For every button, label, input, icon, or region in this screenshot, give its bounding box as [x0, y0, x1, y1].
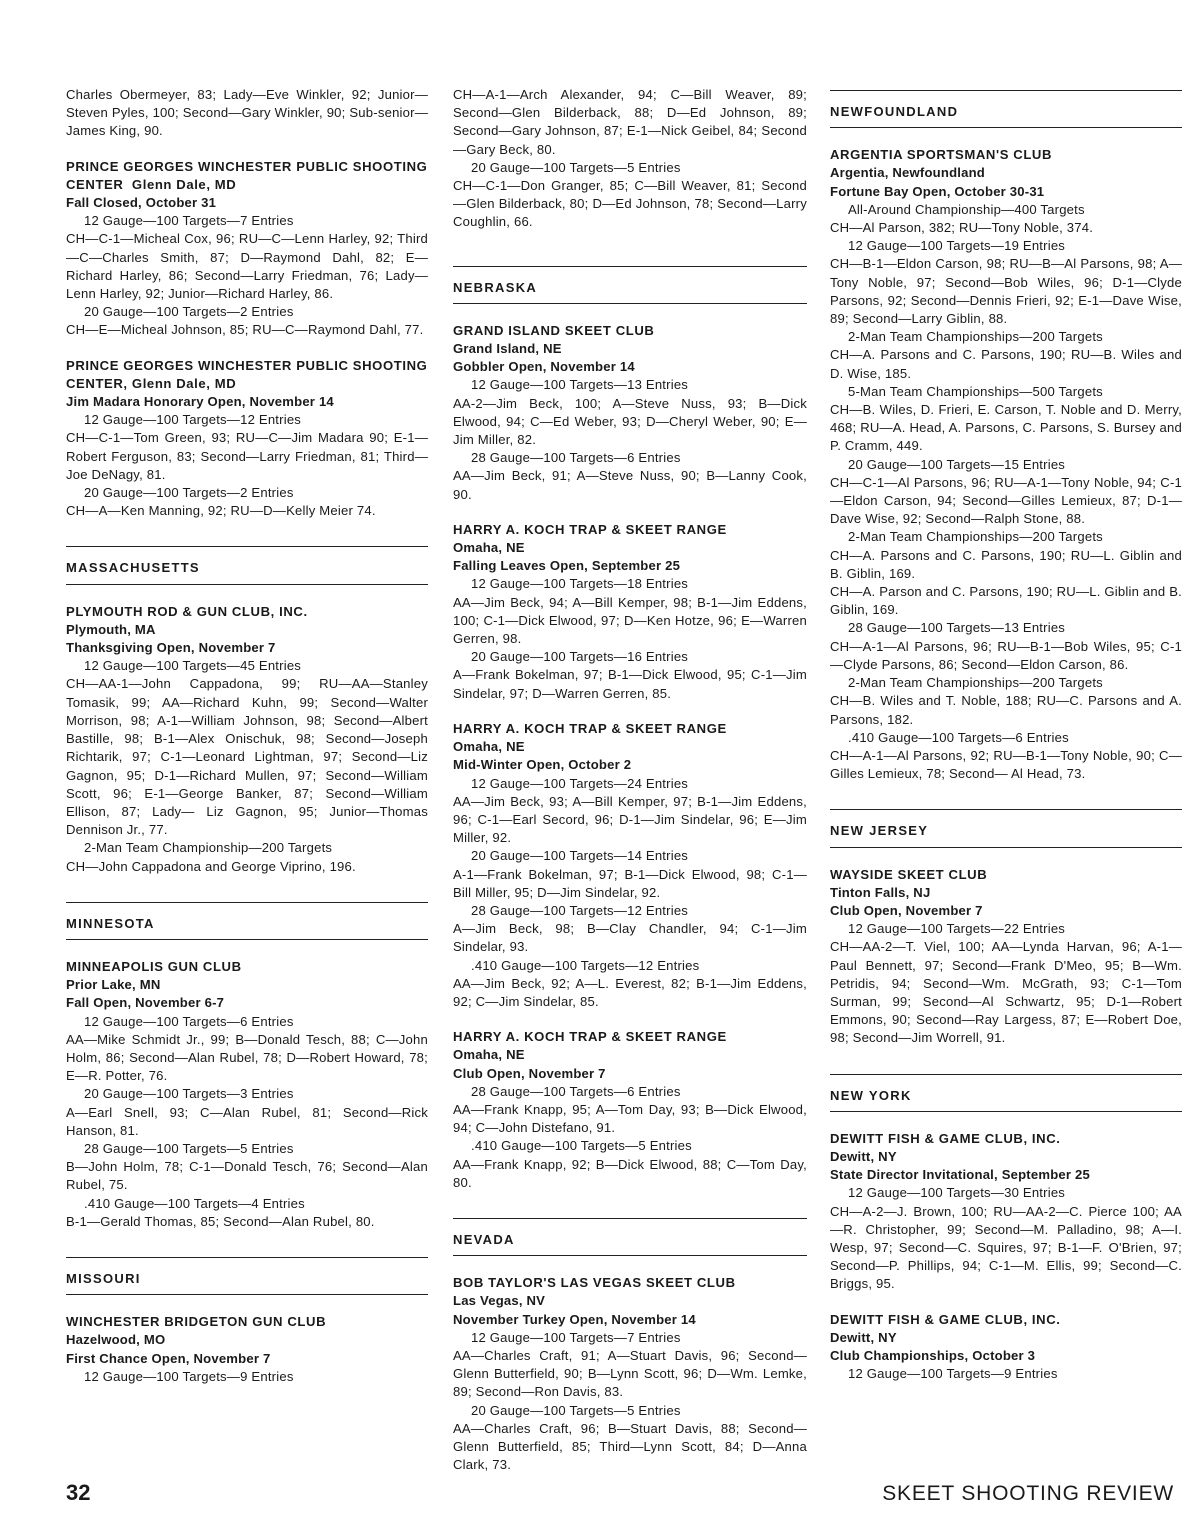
- club-name: HARRY A. KOCH TRAP & SKEET RANGE: [453, 1029, 727, 1045]
- results-text: A—Jim Beck, 98; B—Clay Chandler, 94; C-1—Jim Sindelar, 93.: [453, 921, 807, 955]
- results-text: CH—B. Wiles, D. Frieri, E. Carson, T. Noble and D. Merry, 468; RU—A. Head, A. Parsons, C. Parsons, S. Bursey and P. Cramm, 449.: [830, 402, 1182, 454]
- results-text: B—John Holm, 78; C-1—Donald Tesch, 76; Second—Alan Rubel, 75.: [66, 1159, 428, 1193]
- page-number: 32: [66, 1480, 91, 1505]
- results-text: AA—Charles Craft, 96; B—Stuart Davis, 88; Second—Glenn Butterfield, 85; Third—Lynn Scott, 84; D—Anna Clark, 73.: [453, 1420, 807, 1473]
- gauge-heading: 20 Gauge—100 Targets—14 Entries: [471, 848, 689, 864]
- gauge-heading: 20 Gauge—100 Targets—3 Entries: [84, 1086, 294, 1102]
- team-heading: 2-Man Team Championships—200 Targets: [848, 529, 1103, 545]
- results-text: AA—Jim Beck, 94; A—Bill Kemper, 98; B-1—Jim Eddens, 100; C-1—Dick Elwood, 97; D—Ken Hotze, 96; E—Warren Gerren, 98.: [453, 594, 807, 647]
- gauge-heading: 12 Gauge—100 Targets—7 Entries: [471, 1329, 681, 1345]
- event-title: Fall Open, November 6-7: [66, 995, 225, 1011]
- results-text: A-1—Frank Bokelman, 97; B-1—Dick Elwood, 98; C-1—Bill Miller, 95; D—Jim Sindelar, 92.: [453, 866, 807, 900]
- gauge-heading: 28 Gauge—100 Targets—12 Entries: [471, 902, 689, 918]
- club-location: Plymouth, MA: [66, 621, 156, 637]
- gauge-heading: 20 Gauge—100 Targets—15 Entries: [848, 456, 1066, 472]
- club-name: PRINCE GEORGES WINCHESTER PUBLIC SHOOTING CENTER, Glenn Dale, MD: [66, 357, 428, 391]
- gauge-heading: .410 Gauge—100 Targets—5 Entries: [471, 1138, 692, 1154]
- gauge-heading: 20 Gauge—100 Targets—16 Entries: [471, 649, 689, 665]
- club-location: Omaha, NE: [453, 1047, 525, 1063]
- event-title: Gobbler Open, November 14: [453, 359, 635, 375]
- state-heading: NEW YORK: [830, 1074, 1182, 1112]
- club-name: WINCHESTER BRIDGETON GUN CLUB: [66, 1314, 327, 1330]
- club-name: ARGENTIA SPORTSMAN'S CLUB: [830, 147, 1053, 163]
- results-text: AA—Jim Beck, 92; A—L. Everest, 82; B-1—Jim Eddens, 92; C—Jim Sindelar, 85.: [453, 975, 807, 1009]
- state-heading: NEVADA: [453, 1218, 807, 1256]
- results-text: AA—Jim Beck, 93; A—Bill Kemper, 97; B-1—Jim Eddens, 96; C-1—Earl Secord, 96; D-1—Jim Sindelar, 96; E—Jim Miller, 92.: [453, 793, 807, 846]
- club-name: HARRY A. KOCH TRAP & SKEET RANGE: [453, 521, 727, 537]
- column-2: [453, 86, 807, 1474]
- gauge-heading: 28 Gauge—100 Targets—6 Entries: [471, 1083, 681, 1099]
- gauge-heading: 12 Gauge—100 Targets—9 Entries: [84, 1368, 294, 1384]
- results-text: A—Frank Bokelman, 97; B-1—Dick Elwood, 95; C-1—Jim Sindelar, 97; D—Warren Gerren, 85.: [453, 667, 807, 701]
- gauge-heading: 12 Gauge—100 Targets—19 Entries: [848, 238, 1066, 254]
- results-text: CH—John Cappadona and George Viprino, 196.: [66, 858, 356, 874]
- magazine-title: SKEET SHOOTING REVIEW: [882, 1482, 1174, 1505]
- team-heading: 2-Man Team Championship—200 Targets: [84, 840, 333, 856]
- results-text: CH—A-2—J. Brown, 100; RU—AA-2—C. Pierce 100; AA—R. Christopher, 99; Second—M. Palladino, 98; A—I. Wesp, 97; Second—C. Squires, 97; B-1—F. O'Brien, 97; Second—P. Phillips, 94; C-1—M. Ellis, 99; Second—C. Briggs, 95.: [830, 1203, 1182, 1292]
- club-location: Argentia, Newfoundland: [830, 165, 985, 181]
- gauge-heading: 28 Gauge—100 Targets—13 Entries: [848, 620, 1066, 636]
- state-heading: NEBRASKA: [453, 266, 807, 304]
- event-title: November Turkey Open, November 14: [453, 1311, 696, 1327]
- state-heading: MINNESOTA: [66, 902, 428, 940]
- club-name: MINNEAPOLIS GUN CLUB: [66, 958, 242, 974]
- gauge-heading: .410 Gauge—100 Targets—4 Entries: [84, 1195, 305, 1211]
- club-location: Grand Island, NE: [453, 341, 562, 357]
- event-title: Fortune Bay Open, October 30-31: [830, 183, 1045, 199]
- results-text: CH—A-1—Al Parsons, 92; RU—B-1—Tony Noble, 90; C—Gilles Lemieux, 78; Second— Al Head, 73.: [830, 747, 1182, 782]
- gauge-heading: 12 Gauge—100 Targets—13 Entries: [471, 377, 689, 393]
- event-title: Thanksgiving Open, November 7: [66, 640, 276, 656]
- club-location: Prior Lake, MN: [66, 977, 161, 993]
- event-title: Fall Closed, October 31: [66, 195, 217, 211]
- club-location: Omaha, NE: [453, 739, 525, 755]
- event-title: Club Championships, October 3: [830, 1347, 1036, 1363]
- gauge-heading: 12 Gauge—100 Targets—24 Entries: [471, 775, 689, 791]
- results-text: AA-2—Jim Beck, 100; A—Steve Nuss, 93; B—Dick Elwood, 94; C—Ed Weber, 93; D—Cheryl Weber, 90; E—Jim Miller, 82.: [453, 395, 807, 448]
- results-text: CH—B-1—Eldon Carson, 98; RU—B—Al Parsons, 98; A—Tony Noble, 97; Second—Bob Wiles, 96; D-1—Clyde Parsons, 92; Second—Dennis Frieri, 92; E-1—Dave Wise, 89; Second—Larry Giblin, 88.: [830, 256, 1182, 327]
- results-text: AA—Frank Knapp, 92; B—Dick Elwood, 88; C—Tom Day, 80.: [453, 1156, 807, 1190]
- gauge-heading: 20 Gauge—100 Targets—2 Entries: [84, 485, 294, 501]
- club-location: Dewitt, NY: [830, 1329, 897, 1345]
- results-text: CH—Al Parson, 382; RU—Tony Noble, 374.: [830, 220, 1094, 236]
- gauge-heading: 12 Gauge—100 Targets—7 Entries: [84, 213, 294, 229]
- results-text: CH—AA-2—T. Viel, 100; AA—Lynda Harvan, 96; A-1—Paul Bennett, 97; Second—Frank D'Meo, 95; B—Wm. Petridis, 94; Second—Wm. McGrath, 93; C-1—Tom Surman, 99; Second—Al Schwartz, 95; D-1—Robert Emmons, 90; Second—Ray Largess, 87; E—Robert Doe, 98; Second—Jim Worrell, 91.: [830, 939, 1182, 1046]
- team-heading: 2-Man Team Championships—200 Targets: [848, 329, 1103, 345]
- gauge-heading: .410 Gauge—100 Targets—6 Entries: [848, 729, 1069, 745]
- club-location: Hazelwood, MO: [66, 1332, 166, 1348]
- results-text: CH—C-1—Micheal Cox, 96; RU—C—Lenn Harley, 92; Third—C—Charles Smith, 87; D—Raymond Dahl, 82; E—Richard Harley, 86; Second—Larry Friedman, 76; Lady—Lenn Harley, 92; Junior—Richard Harley, 86.: [66, 231, 428, 302]
- gauge-heading: 12 Gauge—100 Targets—18 Entries: [471, 576, 689, 592]
- event-title: Mid-Winter Open, October 2: [453, 757, 632, 773]
- gauge-heading: 12 Gauge—100 Targets—22 Entries: [848, 921, 1066, 937]
- gauge-heading: 20 Gauge—100 Targets—5 Entries: [471, 1402, 681, 1418]
- results-text: B-1—Gerald Thomas, 85; Second—Alan Rubel, 80.: [66, 1213, 375, 1229]
- gauge-heading: 12 Gauge—100 Targets—30 Entries: [848, 1185, 1066, 1201]
- team-heading: 2-Man Team Championships—200 Targets: [848, 675, 1103, 691]
- results-text: CH—C-1—Tom Green, 93; RU—C—Jim Madara 90; E-1—Robert Ferguson, 83; Second—Larry Friedman, 81; Third—Joe DeNagy, 81.: [66, 430, 428, 482]
- gauge-heading: 28 Gauge—100 Targets—6 Entries: [471, 450, 681, 466]
- column-3: [830, 86, 1182, 1383]
- club-name: DEWITT FISH & GAME CLUB, INC.: [830, 1311, 1061, 1327]
- results-text: CH—E—Micheal Johnson, 85; RU—C—Raymond Dahl, 77.: [66, 322, 424, 338]
- results-text: CH—C-1—Don Granger, 85; C—Bill Weaver, 81; Second—Glen Bilderback, 80; D—Ed Johnson, 78; Second—Larry Coughlin, 66.: [453, 178, 807, 230]
- results-text: A—Earl Snell, 93; C—Alan Rubel, 81; Second—Rick Hanson, 81.: [66, 1104, 428, 1138]
- state-heading: MASSACHUSETTS: [66, 546, 428, 584]
- results-text: AA—Frank Knapp, 95; A—Tom Day, 93; B—Dick Elwood, 94; C—John Distefano, 91.: [453, 1101, 807, 1136]
- event-title: Jim Madara Honorary Open, November 14: [66, 394, 334, 410]
- club-location: Dewitt, NY: [830, 1148, 897, 1164]
- results-text: CH—A. Parson and C. Parsons, 190; RU—L. Giblin and B. Giblin, 169.: [830, 584, 1182, 618]
- gauge-heading: 12 Gauge—100 Targets—9 Entries: [848, 1366, 1058, 1382]
- results-text: CH—A-1—Al Parsons, 96; RU—B-1—Bob Wiles, 95; C-1—Clyde Parsons, 86; Second—Eldon Carson, 86.: [830, 638, 1182, 672]
- results-text: CH—A. Parsons and C. Parsons, 190; RU—L. Giblin and B. Giblin, 169.: [830, 547, 1182, 581]
- club-location: Las Vegas, NV: [453, 1293, 546, 1309]
- event-title: State Director Invitational, September 25: [830, 1167, 1090, 1183]
- gauge-heading: 12 Gauge—100 Targets—45 Entries: [84, 658, 302, 674]
- gauge-heading: 20 Gauge—100 Targets—2 Entries: [84, 304, 294, 320]
- results-text: CH—B. Wiles and T. Noble, 188; RU—C. Parsons and A. Parsons, 182.: [830, 693, 1182, 727]
- gauge-heading: 12 Gauge—100 Targets—6 Entries: [84, 1013, 294, 1029]
- gauge-heading: 28 Gauge—100 Targets—5 Entries: [84, 1140, 294, 1156]
- results-text: AA—Mike Schmidt Jr., 99; B—Donald Tesch, 88; C—John Holm, 86; Second—Alan Rubel, 78; D—Robert Howard, 78; E—R. Potter, 76.: [66, 1031, 428, 1084]
- club-location: Omaha, NE: [453, 540, 525, 556]
- club-name: BOB TAYLOR'S LAS VEGAS SKEET CLUB: [453, 1275, 736, 1291]
- event-title: Club Open, November 7: [453, 1065, 606, 1081]
- results-text: AA—Jim Beck, 91; A—Steve Nuss, 90; B—Lanny Cook, 90.: [453, 468, 807, 502]
- results-text: CH—C-1—Al Parsons, 96; RU—A-1—Tony Noble, 94; C-1—Eldon Carson, 94; Second—Gilles Lemieux, 87; D-1—Dave Wise, 92; Second—Ralph Stone, 88.: [830, 474, 1182, 527]
- event-title: Falling Leaves Open, September 25: [453, 558, 681, 574]
- club-name: DEWITT FISH & GAME CLUB, INC.: [830, 1130, 1061, 1146]
- club-location: Tinton Falls, NJ: [830, 884, 931, 900]
- results-text: CH—A-1—Arch Alexander, 94; C—Bill Weaver, 89; Second—Glen Bilderback, 88; D—Ed Johnson, 89; Second—Gary Johnson, 87; E-1—Nick Geibel, 84; Second—Gary Beck, 80.: [453, 87, 807, 157]
- results-text: AA—Charles Craft, 91; A—Stuart Davis, 96; Second—Glenn Butterfield, 90; B—Lynn Scott, 96; D—Wm. Lemke, 89; Second—Ron Davis, 83.: [453, 1347, 807, 1400]
- club-name: WAYSIDE SKEET CLUB: [830, 866, 988, 882]
- club-name: GRAND ISLAND SKEET CLUB: [453, 322, 655, 338]
- results-text: CH—A. Parsons and C. Parsons, 190; RU—B. Wiles and D. Wise, 185.: [830, 347, 1182, 381]
- results-text: CH—AA-1—John Cappadona, 99; RU—AA—Stanley Tomasik, 99; AA—Richard Kuhn, 99; Second—Walter Morrison, 98; A-1—William Johnson, 98; Second—Albert Bastille, 98; B-1—Alex Onischuk, 98; Second—Joseph Richtarik, 97; C-1—Leonard Lightman, 97; Second—Liz Gagnon, 95; D-1—Richard Mullen, 97; Second—William Scott, 96; E-1—George Banker, 87; Second—William Ellison, 87; Lady— Liz Gagnon, 95; Junior—Thomas Dennison Jr., 77.: [66, 676, 428, 838]
- state-heading: MISSOURI: [66, 1257, 428, 1295]
- column-1: [66, 86, 428, 1386]
- club-name: PLYMOUTH ROD & GUN CLUB, INC.: [66, 603, 308, 619]
- team-heading: 5-Man Team Championships—500 Targets: [848, 383, 1103, 399]
- championship-heading: All-Around Championship—400 Targets: [848, 201, 1085, 217]
- gauge-heading: .410 Gauge—100 Targets—12 Entries: [471, 957, 700, 973]
- state-heading: NEW JERSEY: [830, 809, 1182, 847]
- event-title: Club Open, November 7: [830, 902, 983, 918]
- state-heading: NEWFOUNDLAND: [830, 90, 1182, 128]
- event-title: First Chance Open, November 7: [66, 1350, 271, 1366]
- gauge-heading: 20 Gauge—100 Targets—5 Entries: [471, 159, 681, 175]
- results-text: CH—A—Ken Manning, 92; RU—D—Kelly Meier 74.: [66, 503, 376, 519]
- club-name: PRINCE GEORGES WINCHESTER PUBLIC SHOOTING CENTER Glenn Dale, MD: [66, 158, 428, 192]
- club-name: HARRY A. KOCH TRAP & SKEET RANGE: [453, 720, 727, 736]
- gauge-heading: 12 Gauge—100 Targets—12 Entries: [84, 412, 302, 428]
- results-text: Charles Obermeyer, 83; Lady—Eve Winkler, 92; Junior—Steven Pyles, 100; Second—Gary Winkler, 90; Sub-senior—James King, 90.: [66, 87, 428, 139]
